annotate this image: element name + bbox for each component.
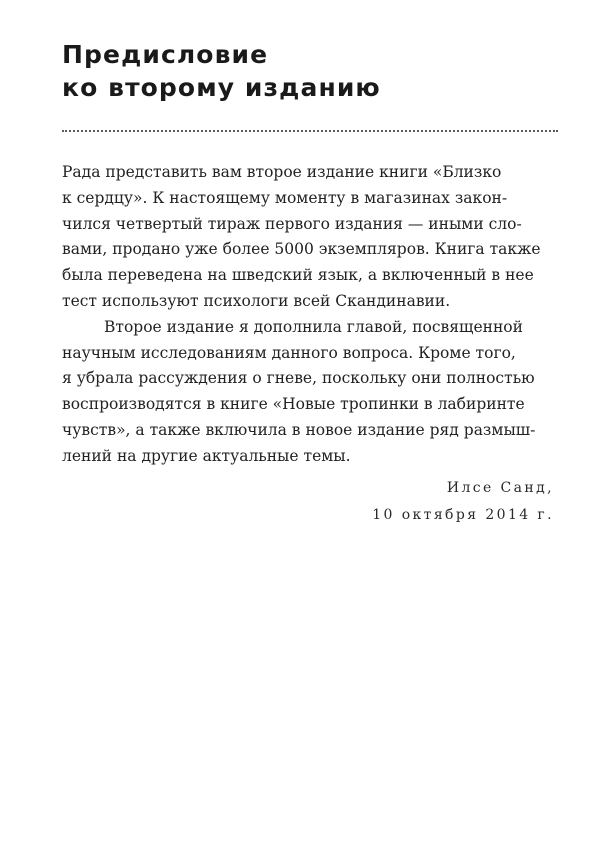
text-line: чувств», а также включила в новое издание ряд размыш- bbox=[62, 420, 536, 439]
text-line: Рада представить вам второе издание книги «Близко bbox=[62, 163, 502, 181]
chapter-heading bbox=[62, 38, 381, 104]
heading-line-2: ко второму изданию bbox=[62, 73, 381, 102]
paragraph-1 bbox=[62, 160, 562, 315]
text-line: вами, продано уже более 5000 экземпляров. Книга также bbox=[62, 240, 541, 259]
dotted-divider bbox=[62, 130, 558, 132]
text-line: лений на другие актуальные темы. bbox=[62, 446, 351, 465]
author-name: Илсе Санд, bbox=[446, 480, 554, 496]
text-line: чился четвертый тираж первого издания — иными сло- bbox=[62, 214, 522, 233]
text-line: Второе издание я дополнила главой, посвященной bbox=[104, 317, 523, 336]
signature-date: 10 октября 2014 г. bbox=[372, 507, 554, 523]
text-line: воспроизводятся в книге «Новые тропинки в лабиринте bbox=[62, 395, 525, 414]
paragraph-2 bbox=[62, 315, 562, 470]
heading-line-1: Предисловие bbox=[62, 40, 269, 69]
signature-block bbox=[372, 475, 554, 529]
body-text bbox=[62, 160, 562, 470]
text-line: тест используют психологи всей Скандинавии. bbox=[62, 291, 451, 310]
text-line: научным исследованиям данного вопроса. Кроме того, bbox=[62, 343, 516, 362]
text-line: я убрала рассуждения о гневе, поскольку они полностью bbox=[62, 369, 535, 388]
text-line: к сердцу». К настоящему моменту в магазинах закон- bbox=[62, 188, 508, 207]
text-line: была переведена на шведский язык, а включенный в нее bbox=[62, 266, 534, 285]
